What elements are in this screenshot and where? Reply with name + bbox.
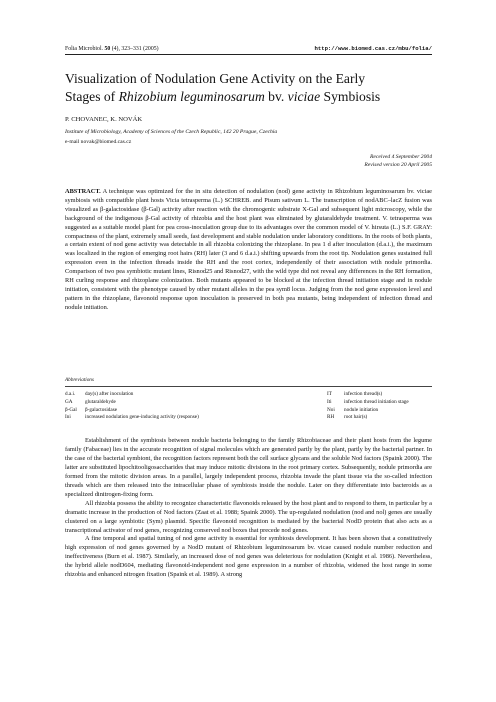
paragraph: A fine temporal and spatial tuning of nod gene activity is essential for symbiosis development. It has been shown that a constitutively high expression of nod genes governed by a NodD mutant of Rhizobium leguminosarum bv. vicae caused nodule number reduction and ineffectiveness (Burn et al. 1987). Similarly, an increased dose of nod genes was deleterious for nodulation (Knight et al. 1986). Nevertheless, the hybrid allele nodD604, mediating flavonoid-independent nod gene expression in a number of rhizobia, widened the host range in some rhizobia and enhanced nitrogen fixation (Spaink et al. 1989). A strong [65,535,432,579]
received-date: Received 4 September 2004 [370,154,432,160]
abbreviations-heading: Abbreviations [65,377,94,383]
abstract [65,188,432,313]
header-rule [65,54,432,55]
paragraph: All rhizobia possess the ability to recognize characteristic flavonoids released by the host plant and to respond to them, in particular by a dramatic increase in the production of Nod factors (Zaat et al. 1988; Spaink 2000). The up-regulated nodulation (nod and nol) genes are usually clustered on a large symbiotic (Sym) plasmid. Specific flavonoid recognition is mediated by the bacterial NodD protein that also acts as a transcriptional activator of nod genes, recognizing conserved nod boxes that precede nod genes. [65,499,432,534]
email: e-mail novak@biomed.cas.cz [65,139,132,145]
abbreviation-row [65,391,432,399]
journal-url[interactable]: http://www.biomed.cas.cz/mbu/folia/ [314,45,432,52]
abbreviations-table [65,391,432,422]
authors: P. CHOVANEC, K. NOVÁK [65,116,143,123]
paragraph: Establishment of the symbiosis between nodule bacteria belonging to the family Rhizobiaceae and their plant hosts from the legume family (Fabaceae) lies in the accurate recognition of signal molecules which are generated partly by the plant, partly by the bacterial partner. In the case of the bacterial symbiont, the recognition factors represent both the cell surface glycans and the soluble Nod factors (Spaink 2000). The latter are substituted lipochitooligosaccharides that may induce mitotic divisions in the root primary cortex. Subsequently, nodule primordia are formed from the mitotic division areas. In a parallel, largely independent process, rhizobia invade the plant tissue via the so-called infection threads which are then released into the intracellular phase of symbiosis inside the nodule. Later on they differentiate into bacteroids as a specialized dinitrogen-fixing form. [65,437,432,498]
abbreviation-definition: glutaraldehyde [85,398,116,405]
abbreviation-term: d.a.i. [65,391,76,397]
received-dates [364,153,432,169]
revised-date: Revised version 20 April 2005 [364,162,432,168]
abbreviation-term: Noi [327,406,335,413]
abbreviation-row [65,399,432,407]
abbreviation-definition: increased nodulation gene-inducing activity (response) [85,414,199,421]
abbreviation-definition: β-galactosidase [85,406,118,413]
abbreviation-definition: root hair(s) [344,414,368,421]
abbreviation-definition: infection thread initiation stage [344,398,409,405]
abbreviation-term: Ini [65,414,71,421]
paper-title: Visualization of Nodulation Gene Activity on the Early Stages of Rhizobium leguminosarum bv. viciae Symbiosis [65,71,381,104]
journal-citation: Folia Microbiol. 50 (4), 323–331 (2005) [65,46,159,52]
running-header [65,44,432,54]
abbreviation-definition: day(s) after inoculation [85,391,134,397]
abbreviation-term: GA [65,398,73,405]
affiliation: Institute of Microbiology, Academy of Sciences of the Czech Republic, 142 20 Prague, Czechia [65,129,278,135]
abbreviations-rule [65,386,432,387]
body-text [65,437,432,580]
abbreviation-term: RH [327,414,335,421]
abbreviation-term: β-Gal [65,406,77,413]
abstract-text: A technique was optimized for the in situ detection of nodulation (nod) gene activity in Rhizobium leguminosarum bv. viciae symbiosis with compatible plant hosts Vicia tetrasperma (L.) SCHREB. and Pisum sativum L. The transcription of nodABC–lacZ fusion was visualized as β-galactosidase (β-Gal) activity after reaction with the chromogenic substrate X-Gal and subsequent light microscopy, while the background of the indigenous β-Gal activity of rhizobia and the host plant was eliminated by glutaraldehyde treatment. V. tetrasperma was suggested as a suitable model plant for pea cross-inoculation group due to its advantages over the common model of V. hirsuta (L.) S.F. GRAY: compactness of the plant, extremely small seeds, fast development and stable nodulation under laboratory conditions. In the roots of both plants, a certain extent of nod gene activity was detectable in all rhizobia colonizing the rhizoplane. In pea 1 d after inoculation (d.a.i.), the maximum was localized in the region of emerging root hairs (RH) later (3 and 6 d.a.i.) shifting upwards from the root tip. Nodulation genes sustained full expression even in the infection threads inside the RH and the root cortex, independently of their association with nodule primordia. Comparison of two pea symbiotic mutant lines, Risnod25 and Risnod27, with the wild type did not reveal any differences in the RH formation, RH curling response and rhizoplane colonization. Both mutants appeared to be blocked at the infection thread initiation stage and in nodule initiation, consistent with the phenotype caused by other mutant alleles in the pea sym8 locus. Judging from the nod gene expression level and pattern in the rhizoplane, flavonoid response upon inoculation is preserved in both pea mutants, being independent of infection thread and nodule initiation. [65,188,432,311]
abstract-heading: ABSTRACT. [65,188,101,195]
abbreviation-definition: infection thread(s) [344,391,383,397]
abbreviation-term: Iti [327,398,332,405]
abbreviation-definition: nodule initiation [344,406,379,413]
abbreviation-row [65,414,432,422]
abbreviation-term: IT [327,391,332,397]
